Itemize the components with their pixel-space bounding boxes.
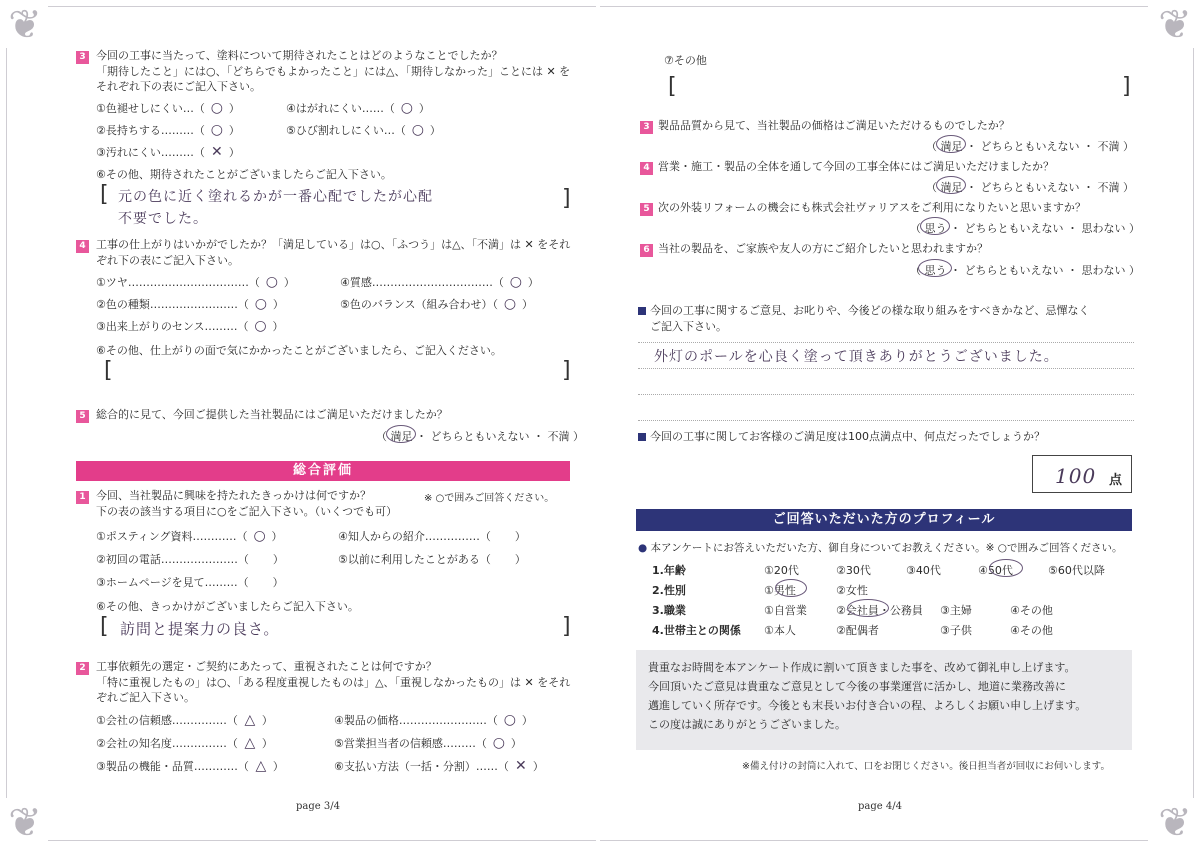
question-number-3: 3 (76, 51, 89, 64)
profile-option: ③主婦 (940, 604, 972, 617)
profile-option: ①自営業 (764, 604, 807, 617)
question-number-6: 6 (640, 244, 653, 257)
profile-option: ②配偶者 (836, 624, 879, 637)
answer-options: （ 思う ・ どちらともいえない ・ 思わない ） (910, 264, 1140, 277)
handwritten-answer: 訪問と提案力の良さ。 (120, 620, 280, 638)
question-number-5: 5 (76, 410, 89, 423)
answer-row: ①ポスティング資料…………（ ○ ） (96, 528, 283, 544)
answer-row: ①会社の信頼感……………（ △ ） (96, 712, 273, 728)
score-unit: 点 (1109, 473, 1123, 488)
answer-row: ①ツヤ……………………………（ ○ ） (96, 274, 295, 290)
other-label: ⑦その他 (664, 54, 707, 67)
writing-line (638, 420, 1134, 421)
answer-mark: ○ (265, 274, 278, 290)
answer-row: ③出来上がりのセンス………（ ○ ） (96, 318, 284, 334)
profile-option: ④50代 (978, 564, 1013, 577)
page-number: page 4/4 (858, 801, 902, 812)
profile-label-occupation: 3.職業 (652, 604, 686, 617)
profile-option: ①20代 (764, 564, 799, 577)
profile-intro: ● 本アンケートにお答えいただいた方、御自身についてお教えください。※ ○で囲みご回答ください。 (638, 542, 1123, 554)
frame-line (48, 840, 596, 841)
bracket-close: ] (562, 186, 571, 211)
answer-circle (386, 425, 416, 443)
thanks-message: 貴重なお時間を本アンケート作成に割いて頂きました事を、改めて御礼申し上げます。 今回頂いたご意見は貴重なご意見として今後の事業運営に活かし、地道に業務改善に 邁進していく所存です。今後とも末長いお付き合いの程、よろしくお願い申し上げます。 この度は誠にありがとうございました。 (636, 650, 1132, 750)
frame-line (1193, 48, 1194, 798)
bracket-open: [ (668, 74, 677, 99)
question-text: 工事の仕上がりはいかがでしたか？「満足している」は○、「ふつう」は△、「不満」は ✕ をそれ (96, 238, 571, 251)
answer-mark: ○ (503, 712, 516, 728)
footnote: ※備え付けの封筒に入れて、口をお閉じください。後日担当者が回収にお伺いします。 (742, 761, 1111, 772)
frame-line (48, 6, 596, 7)
answer-row: ⑤以前に利用したことがある（ ） (338, 553, 526, 566)
answer-row: ④知人からの紹介……………（ ） (338, 530, 526, 543)
question-number-2: 2 (76, 662, 89, 675)
bracket-open: [ (104, 358, 113, 383)
answer-options: （ 満足 ・ どちらともいえない ・ 不満 ） (926, 140, 1134, 153)
question-text: 営業・施工・製品の全体を通して今回の工事全体にはご満足いただけましたか？ (658, 160, 1054, 173)
answer-mark: ○ (492, 735, 505, 751)
profile-option: ②会社員・公務員 (836, 604, 923, 617)
question-text: 製品品質から見て、当社製品の価格はご満足いただけるものでしたか？ (658, 119, 1010, 132)
answer-mark: ○ (509, 274, 522, 290)
other-label: ⑥その他、期待されたことがございましたらご記入下さい。 (96, 168, 392, 181)
answer-mark: ○ (210, 100, 223, 116)
answer-options: （ 満足 ・ どちらともいえない ・ 不満 ） (376, 430, 584, 443)
answer-row: ③ホームページを見て………（ ） (96, 576, 284, 589)
score-box (1032, 455, 1132, 493)
opinion-question: ご記入下さい。 (650, 320, 727, 333)
profile-circle (989, 559, 1023, 577)
question-text: 「期待したこと」には○、「どちらでもよかったこと」には△、「期待しなかった」ことには ✕ を (96, 65, 571, 78)
answer-row: ⑥支払い方法（一括・分割）……（ ✕ ） (334, 758, 544, 774)
question-text: 今回の工事に当たって、塗料について期待されたことはどのようなことでしたか？ (96, 49, 503, 62)
score-question: 今回の工事に関してお客様のご満足度は100点満点中、何点だったでしょうか？ (638, 429, 1045, 444)
answer-row: ④はがれにくい……（ ○ ） (286, 100, 430, 116)
handwritten-answer: 元の色に近く塗れるかが一番心配でしたが心配 (118, 189, 433, 205)
answer-mark: ✕ (211, 144, 223, 160)
bracket-close: ] (1122, 74, 1131, 99)
answer-row: ③製品の機能・品質…………（ △ ） (96, 758, 284, 774)
profile-option: ④その他 (1010, 604, 1053, 617)
bracket-open: [ (100, 614, 109, 639)
profile-option: ④その他 (1010, 624, 1053, 637)
answer-row: ④質感……………………………（ ○ ） (340, 274, 539, 290)
profile-label-relation: 4.世帯主との関係 (652, 624, 741, 637)
answer-row: ⑤営業担当者の信頼感………（ ○ ） (334, 735, 522, 751)
question-text: 下の表の該当する項目に○をご記入下さい。（いくつでも可） (96, 505, 398, 518)
question-number-4: 4 (640, 162, 653, 175)
ornament-top-right-icon: ❦ (1158, 2, 1192, 48)
answer-mark: ○ (253, 528, 266, 544)
question-number-4: 4 (76, 240, 89, 253)
question-text: 今回、当社製品に興味を持たれたきっかけは何ですか？ (96, 489, 371, 502)
profile-title: ご回答いただいた方のプロフィール (636, 509, 1132, 531)
answer-row: ③汚れにくい………（ ✕ ） (96, 144, 240, 160)
question-text: 次の外装リフォームの機会にも株式会社ヴァリアスをご利用になりたいと思いますか？ (658, 201, 1086, 214)
section-title: 総合評価 (76, 461, 570, 481)
frame-line (600, 6, 1148, 7)
question-text: 総合的に見て、今回ご提供した当社製品にはご満足いただけましたか？ (96, 408, 448, 421)
answer-mark: △ (244, 735, 256, 751)
bracket-close: ] (562, 614, 571, 639)
profile-option: ①男性 (764, 584, 796, 597)
profile-option: ③40代 (906, 564, 941, 577)
answer-row: ②会社の知名度……………（ △ ） (96, 735, 273, 751)
answer-circle (936, 176, 966, 194)
question-number-1: 1 (76, 491, 89, 504)
question-text: ぞれ下の表にご記入下さい。 (96, 254, 239, 267)
answer-row: ④製品の価格……………………（ ○ ） (334, 712, 533, 728)
profile-option: ②30代 (836, 564, 871, 577)
profile-option: ⑤60代以降 (1048, 564, 1105, 577)
ornament-top-left-icon: ❦ (8, 2, 42, 48)
writing-line (638, 394, 1134, 395)
answer-row: ②色の種類……………………（ ○ ） (96, 296, 284, 312)
answer-mark: ○ (254, 296, 267, 312)
frame-line (6, 48, 7, 798)
answer-options: （ 思う ・ どちらともいえない ・ 思わない ） (910, 222, 1140, 235)
frame-line (600, 840, 1148, 841)
opinion-question: 今回の工事に関するご意見、お叱りや、今後どの様な取り組みをすべきかなど、忌憚なく (638, 303, 1090, 318)
question-text: 当社の製品を、ご家族や友人の方にご紹介したいと思われますか？ (658, 242, 988, 255)
question-text: ぞれご記入下さい。 (96, 691, 195, 704)
answer-mark: ○ (254, 318, 267, 334)
profile-option: ③子供 (940, 624, 972, 637)
answer-mark: ○ (503, 296, 517, 312)
profile-circle (775, 579, 807, 597)
ornament-bottom-left-icon: ❦ (8, 800, 42, 846)
page-right (600, 0, 1200, 848)
profile-label-age: 1.年齢 (652, 564, 686, 577)
answer-row: ②長持ちする………（ ○ ） (96, 122, 240, 138)
answer-mark: △ (244, 712, 256, 728)
bracket-close: ] (562, 358, 571, 383)
question-number-5: 5 (640, 203, 653, 216)
answer-mark: ○ (400, 100, 413, 116)
profile-option: ①本人 (764, 624, 796, 637)
answer-mark: ○ (210, 122, 223, 138)
bracket-open: [ (100, 182, 109, 207)
answer-circle (920, 217, 950, 235)
answer-row: ⑤色のバランス（組み合わせ）（ ○ ） (340, 296, 534, 312)
ornament-bottom-right-icon: ❦ (1158, 800, 1192, 846)
answer-circle (936, 135, 966, 153)
other-label: ⑥その他、きっかけがございましたらご記入下さい。 (96, 600, 359, 613)
score-value: 100 (1055, 464, 1097, 488)
answer-row: ⑤ひび割れしにくい…（ ○ ） (286, 122, 441, 138)
question-text: 工事依頼先の選定・ご契約にあたって、重視されたことは何ですか？ (96, 660, 437, 673)
answer-mark: ○ (411, 122, 424, 138)
question-text: 「特に重視したもの」は○、「ある程度重視したものは」△、「重視しなかったもの」は ✕ をそれ (96, 676, 571, 689)
profile-option: ②女性 (836, 584, 868, 597)
writing-line (638, 368, 1134, 369)
profile-circle (847, 599, 889, 617)
answer-row: ②初回の電話…………………（ ） (96, 553, 284, 566)
answer-options: （ 満足 ・ どちらともいえない ・ 不満 ） (926, 181, 1134, 194)
instruction-note: ※ ○で囲みご回答ください。 (424, 493, 555, 504)
handwritten-answer: 不要でした。 (118, 211, 208, 227)
answer-circle (918, 259, 952, 277)
other-label: ⑥その他、仕上がりの面で気にかかったことがございましたら、ご記入ください。 (96, 344, 502, 357)
question-text: それぞれ下の表にご記入下さい。 (96, 80, 261, 93)
question-number-3: 3 (640, 121, 653, 134)
page-number: page 3/4 (296, 801, 340, 812)
profile-label-gender: 2.性別 (652, 584, 686, 597)
writing-line (638, 342, 1134, 343)
answer-mark: △ (255, 758, 267, 774)
answer-mark: ✕ (515, 758, 527, 774)
handwritten-answer: 外灯のポールを心良く塗って頂きありがとうございました。 (654, 349, 1059, 365)
answer-row: ①色褪せしにくい…（ ○ ） (96, 100, 240, 116)
